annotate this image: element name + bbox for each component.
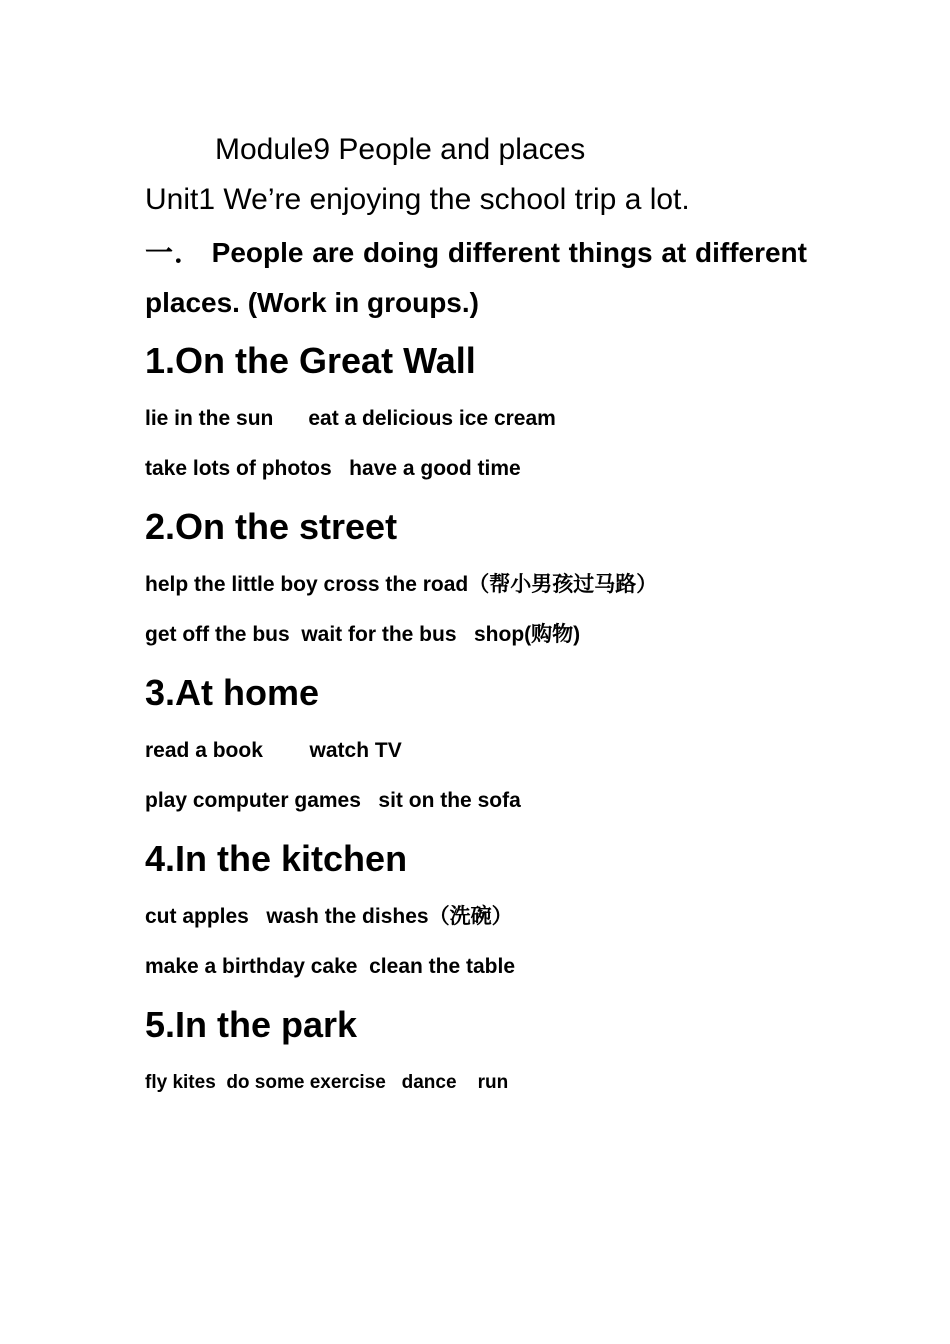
unit-title: Unit1 We’re enjoying the school trip a lot. <box>145 183 690 216</box>
instruction-marker: 一． <box>145 236 203 269</box>
section-great-wall <box>145 328 807 494</box>
phrase-line: help the little boy cross the road（帮小男孩过马路） <box>145 573 658 596</box>
phrase-line: take lots of photos have a good time <box>145 457 521 480</box>
section-heading: 2.On the street <box>145 506 398 547</box>
section-heading: 3.At home <box>145 672 320 713</box>
instruction-text: People are doing different things at different places. (Work in groups.) <box>145 237 807 318</box>
document-content <box>145 128 807 1108</box>
section-home <box>145 660 807 826</box>
exercise-instruction <box>145 228 807 328</box>
phrase-line: fly kites do some exercise dance run <box>145 1072 509 1093</box>
phrase-line: play computer games sit on the sofa <box>145 789 521 812</box>
section-street <box>145 494 807 660</box>
phrase-line: read a book watch TV <box>145 739 402 762</box>
phrase-line: cut apples wash the dishes（洗碗） <box>145 905 513 928</box>
section-heading: 4.In the kitchen <box>145 838 408 879</box>
phrase-line: get off the bus wait for the bus shop(购物) <box>145 623 581 646</box>
phrase-line: lie in the sun eat a delicious ice cream <box>145 407 556 430</box>
phrase-line: make a birthday cake clean the table <box>145 955 516 978</box>
section-kitchen <box>145 826 807 992</box>
section-park <box>145 992 807 1108</box>
module-title: Module9 People and places <box>215 133 586 166</box>
section-heading: 1.On the Great Wall <box>145 340 476 381</box>
section-heading: 5.In the park <box>145 1004 358 1045</box>
